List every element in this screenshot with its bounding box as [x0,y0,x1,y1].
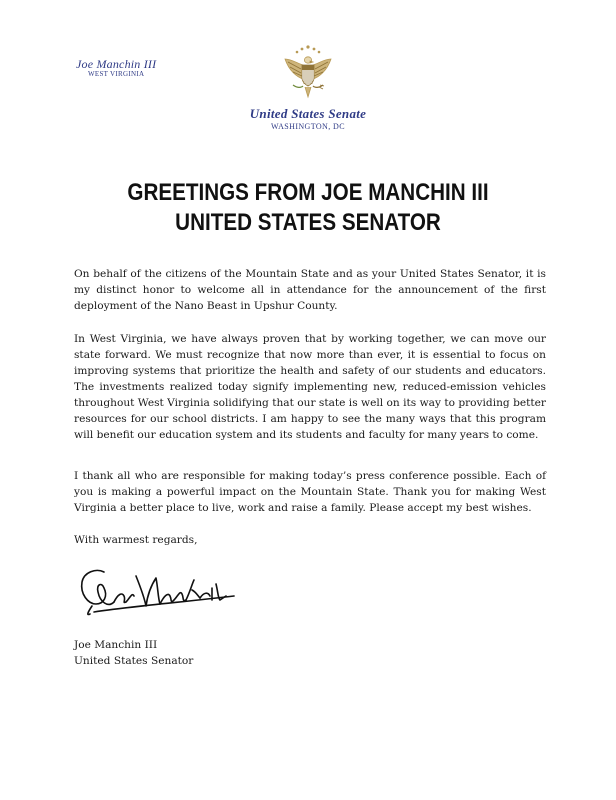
body-paragraph-2: In West Virginia, we have always proven that by working together, we can move our state forward. We must recognize that now more than ever, it is essential to focus on improving systems that prioritize the health and safety of our students and educators. The investments realized today signify implementing new, reduced-emission vehicles throughout West Virginia solidifying that our state is well on its way to providing better resources for our school districts. I am happy to see the many ways that this program will benefit our education system and its students and faculty for many years to come. [74,333,546,441]
heading-line-2: UNITED STATES SENATOR [175,209,441,236]
body-paragraph-1: On behalf of the citizens of the Mountain State and as your United States Senator, it is my distinct honor to welcome all in attendance for the announcement of the first deployment of the Nano Beast in Upshur County. [74,268,546,312]
signatory-title: United States Senator [74,655,194,667]
letterhead-senator-name: Joe Manchin III [76,57,157,71]
signatory-name: Joe Manchin III [74,639,158,651]
handwritten-signature [74,562,244,622]
heading-line-1: GREETINGS FROM JOE MANCHIN III [127,179,489,206]
closing-salutation: With warmest regards, [74,534,198,546]
letterhead-senator-state: WEST VIRGINIA [88,70,145,78]
senate-seal-icon [279,41,337,103]
letterhead-city: WASHINGTON, DC [271,122,345,131]
letter-heading [43,178,573,238]
body-paragraph-3: I thank all who are responsible for making today’s press conference possible. Each of you is making a powerful impact on the Mountain State. Thank you for making West Virginia a better place to live, work and raise a family. Please accept my best wishes. [74,470,546,514]
letterhead-institution: United States Senate [249,106,367,121]
